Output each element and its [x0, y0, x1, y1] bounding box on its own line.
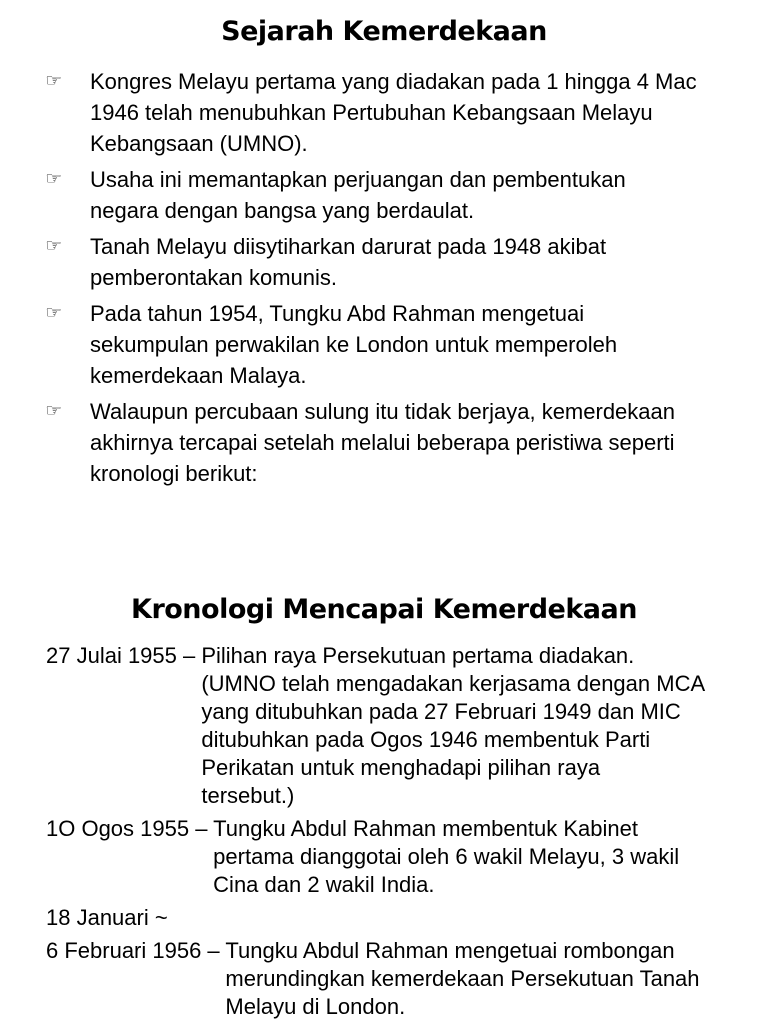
- chronology-date: 1O Ogos 1955 –: [46, 816, 214, 841]
- bullet-text-line: Walaupun percubaan sulung itu tidak berjaya, kemerdekaan: [90, 399, 675, 424]
- chronology-first-line: [46, 642, 746, 670]
- chronology-entry: [46, 642, 746, 810]
- bullet-text-line: pemberontakan komunis.: [90, 265, 338, 290]
- chronology-first-line: [46, 937, 746, 965]
- pointing-hand-icon: ☞: [45, 71, 63, 91]
- bullet-text-line: sekumpulan perwakilan ke London untuk memperoleh: [90, 332, 618, 357]
- bullet-text-line: Kebangsaan (UMNO).: [90, 131, 308, 156]
- chronology-text-line: yang ditubuhkan pada 27 Februari 1949 dan MIC: [201, 699, 681, 724]
- bullet-text-line: Pada tahun 1954, Tungku Abd Rahman mengetuai: [90, 301, 585, 326]
- chronology-entry: [46, 904, 746, 932]
- bullet-list: [46, 66, 746, 494]
- bullet-text-line: akhirnya tercapai setelah melalui beberapa peristiwa seperti: [90, 430, 675, 455]
- section-title-kronologi: Kronologi Mencapai Kemerdekaan: [131, 594, 637, 625]
- chronology-text-line: Tungku Abdul Rahman membentuk Kabinet: [213, 816, 638, 841]
- section-title-sejarah: Sejarah Kemerdekaan: [221, 16, 547, 47]
- bullet-text-line: negara dengan bangsa yang berdaulat.: [90, 198, 475, 223]
- chronology-text-line: Tungku Abdul Rahman mengetuai rombongan: [225, 938, 675, 963]
- chronology-text-line: Perikatan untuk menghadapi pilihan raya: [201, 755, 601, 780]
- bullet-text-line: kronologi berikut:: [90, 461, 258, 486]
- bullet-text-line: Usaha ini memantapkan perjuangan dan pembentukan: [90, 167, 626, 192]
- pointing-hand-icon: ☞: [45, 303, 63, 323]
- chronology-date: 6 Februari 1956 –: [46, 938, 226, 963]
- chronology-text-line: Cina dan 2 wakil India.: [213, 872, 435, 897]
- bullet-text-line: Tanah Melayu diisytiharkan darurat pada 1948 akibat: [90, 234, 607, 259]
- chronology-list: [46, 642, 746, 1026]
- pointing-hand-icon: ☞: [45, 236, 63, 256]
- chronology-text-line: pertama dianggotai oleh 6 wakil Melayu, 3 wakil: [213, 844, 680, 869]
- chronology-text-line: ditubuhkan pada Ogos 1946 membentuk Parti: [201, 727, 651, 752]
- chronology-first-line: [46, 815, 746, 843]
- bullet-item: [46, 231, 746, 293]
- chronology-text-line: tersebut.): [201, 783, 295, 808]
- chronology-text-line: merundingkan kemerdekaan Persekutuan Tanah: [225, 966, 700, 991]
- chronology-text-line: Pilihan raya Persekutuan pertama diadakan.: [201, 643, 635, 668]
- pointing-hand-icon: ☞: [45, 401, 63, 421]
- bullet-item: [46, 396, 746, 489]
- chronology-entry: [46, 937, 746, 1021]
- bullet-text-line: 1946 telah menubuhkan Pertubuhan Kebangsaan Melayu: [90, 100, 653, 125]
- chronology-first-line: [46, 904, 746, 932]
- bullet-item: [46, 66, 746, 159]
- bullet-item: [46, 164, 746, 226]
- bullet-text-line: kemerdekaan Malaya.: [90, 363, 307, 388]
- chronology-text-line: Melayu di London.: [225, 994, 406, 1019]
- bullet-text-line: Kongres Melayu pertama yang diadakan pada 1 hingga 4 Mac: [90, 69, 697, 94]
- bullet-item: [46, 298, 746, 391]
- pointing-hand-icon: ☞: [45, 169, 63, 189]
- chronology-date: 27 Julai 1955 –: [46, 643, 202, 668]
- chronology-date: 18 Januari ~: [46, 905, 168, 930]
- chronology-entry: [46, 815, 746, 899]
- chronology-text-line: (UMNO telah mengadakan kerjasama dengan MCA: [201, 671, 706, 696]
